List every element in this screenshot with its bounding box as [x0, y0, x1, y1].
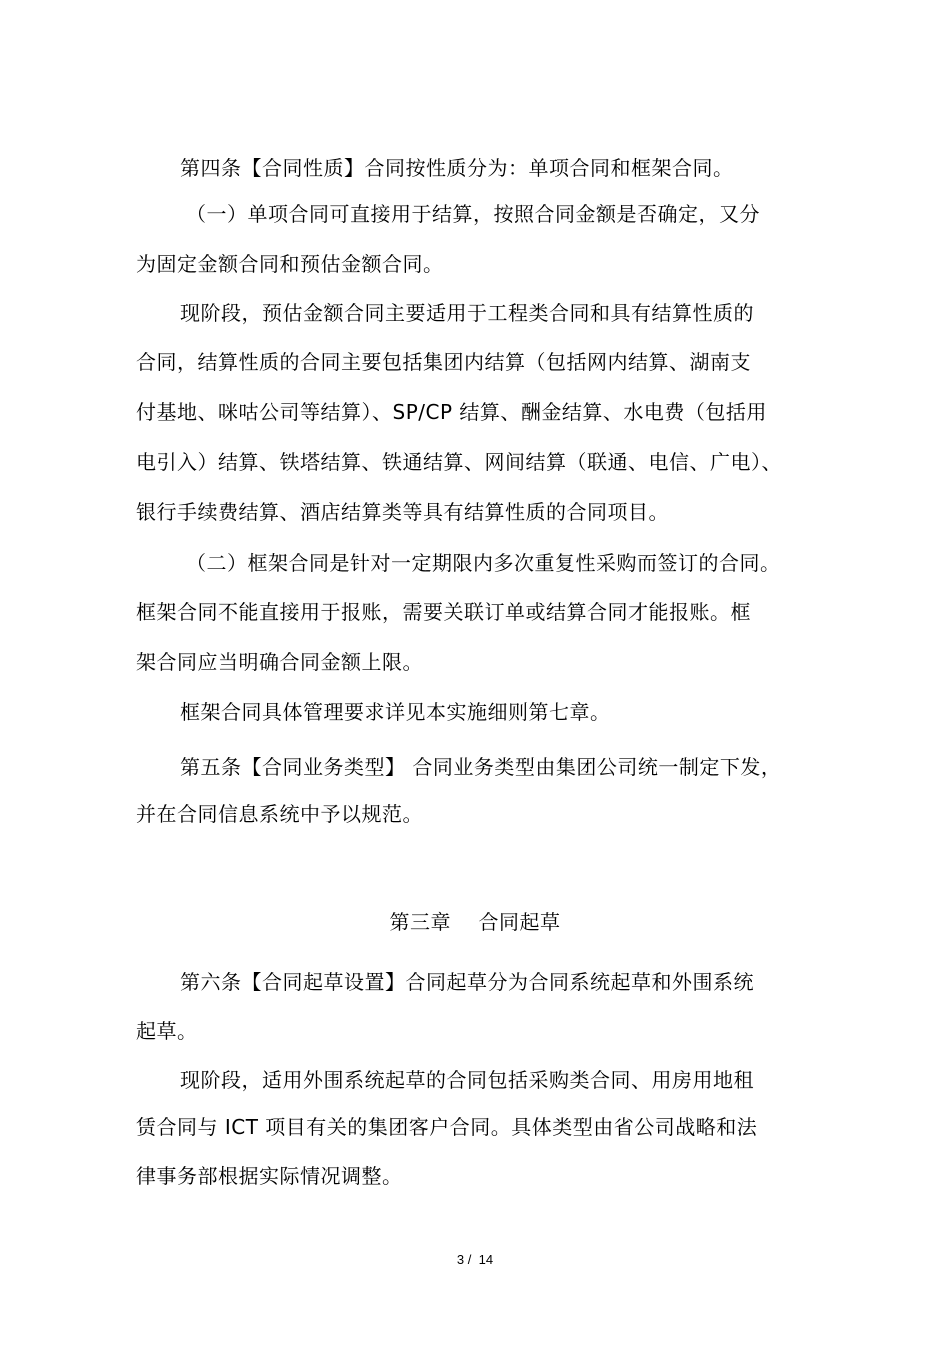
article-6-heading: 第六条【合同起草设置】合同起草分为合同系统起草和外围系统 [180, 970, 754, 994]
paragraph-line: 起草。 [136, 1019, 198, 1043]
paragraph-line: 合同，结算性质的合同主要包括集团内结算（包括网内结算、湖南支 [136, 350, 751, 374]
paragraph-line: 银行手续费结算、酒店结算类等具有结算性质的合同项目。 [136, 500, 669, 524]
article-5-heading: 第五条【合同业务类型】 合同业务类型由集团公司统一制定下发， [180, 755, 782, 779]
paragraph-line: 付基地、咪咕公司等结算）、SP/CP 结算、酬金结算、水电费（包括用 [136, 400, 767, 424]
paragraph-line: 框架合同不能直接用于报账，需要关联订单或结算合同才能报账。框 [136, 600, 751, 624]
paragraph-line: 赁合同与 ICT 项目有关的集团客户合同。具体类型由省公司战略和法 [136, 1115, 758, 1139]
article-4-heading: 第四条【合同性质】合同按性质分为：单项合同和框架合同。 [180, 156, 734, 180]
paragraph-line: 框架合同具体管理要求详见本实施细则第七章。 [180, 700, 611, 724]
page-number: 3 / 14 [456, 1252, 494, 1267]
paragraph-line: 并在合同信息系统中予以规范。 [136, 802, 423, 826]
paragraph-line: 律事务部根据实际情况调整。 [136, 1164, 403, 1188]
paragraph-line: 现阶段，适用外围系统起草的合同包括采购类合同、用房用地租 [180, 1068, 754, 1092]
paragraph-line: （一）单项合同可直接用于结算，按照合同金额是否确定，又分 [186, 202, 760, 226]
chapter-title: 第三章 合同起草 [389, 910, 561, 934]
paragraph-line: 现阶段，预估金额合同主要适用于工程类合同和具有结算性质的 [180, 301, 754, 325]
paragraph-line: （二）框架合同是针对一定期限内多次重复性采购而签订的合同。 [186, 551, 781, 575]
paragraph-line: 架合同应当明确合同金额上限。 [136, 650, 423, 674]
paragraph-line: 电引入）结算、铁塔结算、铁通结算、网间结算（联通、电信、广电）、 [136, 450, 782, 474]
paragraph-line: 为固定金额合同和预估金额合同。 [136, 252, 444, 276]
